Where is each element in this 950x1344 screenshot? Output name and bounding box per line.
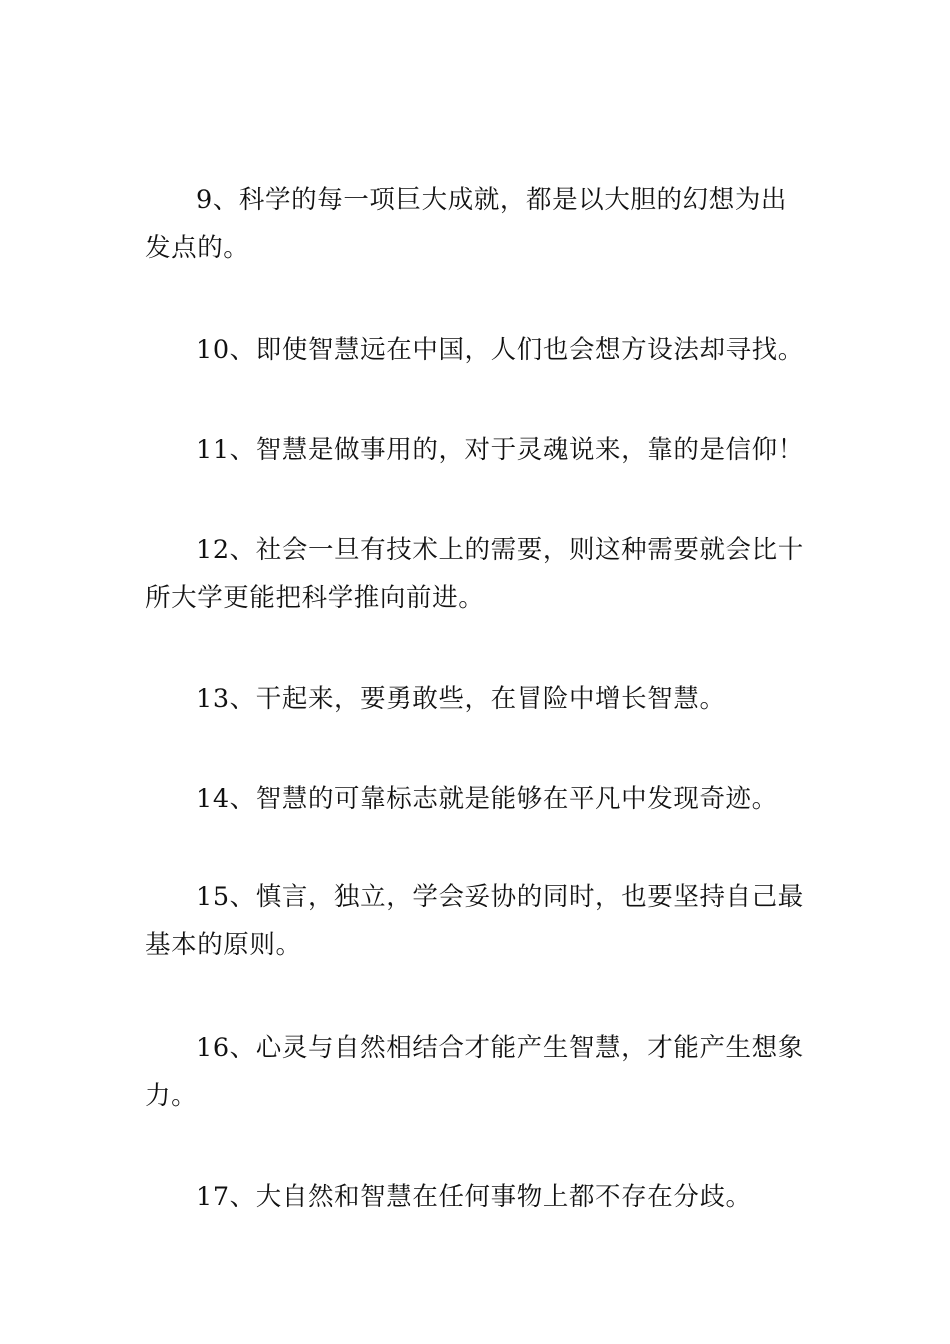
paragraph-quote-10: 10、即使智慧远在中国，人们也会想方设法却寻找。 xyxy=(196,335,804,365)
paragraph-quote-13: 13、干起来，要勇敢些，在冒险中增长智慧。 xyxy=(196,684,726,714)
paragraph-quote-17: 17、大自然和智慧在任何事物上都不存在分歧。 xyxy=(196,1182,752,1212)
paragraph-quote-16: 16、心灵与自然相结合才能产生智慧，才能产生想象力。 xyxy=(145,1033,804,1111)
paragraph-quote-15: 15、慎言，独立，学会妥协的同时，也要坚持自己最基本的原则。 xyxy=(145,882,804,960)
paragraph-quote-11: 11、智慧是做事用的，对于灵魂说来，靠的是信仰！ xyxy=(196,435,804,465)
paragraph-quote-12: 12、社会一旦有技术上的需要，则这种需要就会比十所大学更能把科学推向前进。 xyxy=(145,535,804,613)
paragraph-quote-14: 14、智慧的可靠标志就是能够在平凡中发现奇迹。 xyxy=(196,784,778,814)
paragraph-quote-9: 9、科学的每一项巨大成就，都是以大胆的幻想为出发点的。 xyxy=(145,185,788,263)
